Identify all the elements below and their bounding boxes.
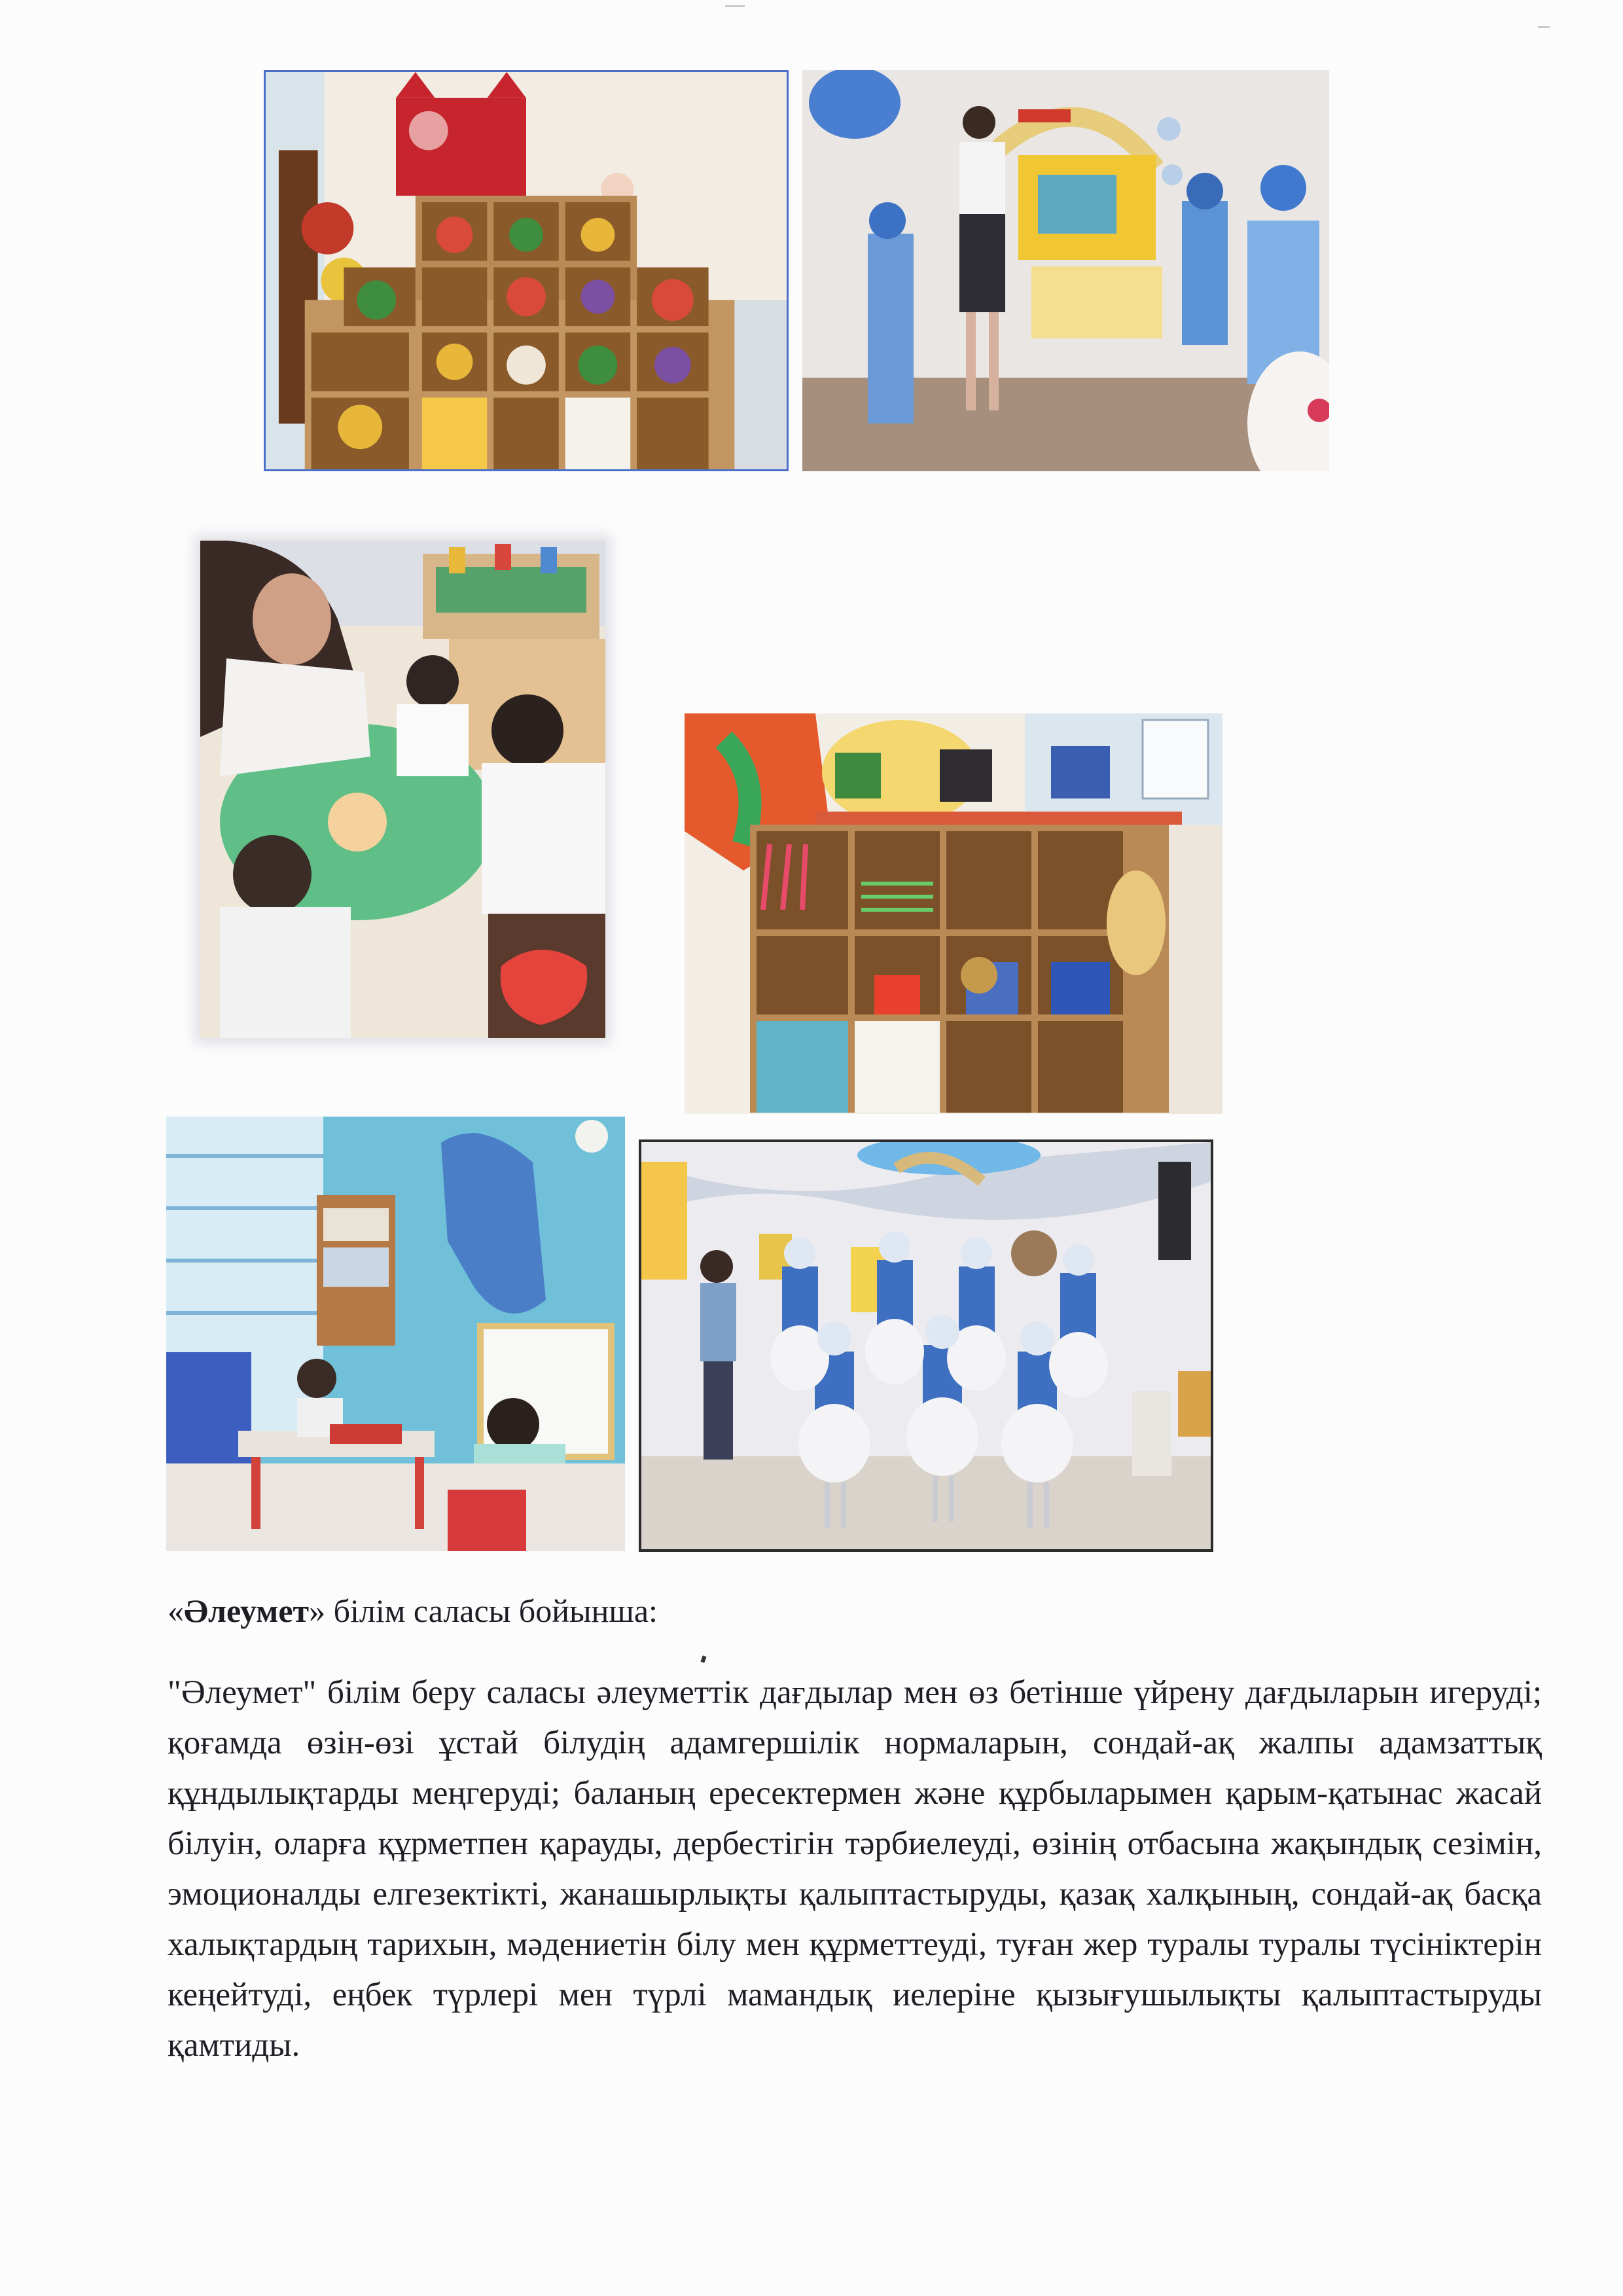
scan-speck bbox=[725, 5, 745, 7]
instrument-shelf-photo bbox=[685, 713, 1222, 1114]
teacher-with-children-photo bbox=[802, 70, 1329, 471]
children-at-table-photo bbox=[200, 541, 605, 1038]
drawing-corner-photo bbox=[166, 1117, 625, 1551]
heading-bold-term: Әлеумет bbox=[184, 1592, 310, 1629]
heading-close-quote: » bbox=[309, 1592, 326, 1629]
body-paragraph: "Әлеумет" білім беру саласы әлеуметтік дағдылар мен өз бетінше үйрену дағдыларын игеруді; қоғамда өзін-өзі ұстай білудің адамгершілік нормаларын, сондай-ақ жалпы адамзаттық құндылықтарды меңгеруді; баланың ересектермен және құрбыларымен қарым-қатынас жасай білуін, оларға құрметпен қарауды, дербестігін тәрбиелеуді, өзінің отбасына жақындық сезімін, эмоционалды елгезектікті, жанашырлықты қалыптастыруды, қазақ халқының, сондай-ақ басқа халықтардың тарихын, мәдениетін білу мен құрметтеуді, туған жер туралы туралы түсініктерін кеңейтуді, еңбек түрлері мен түрлі мамандық иелеріне қызығушылықты қалыптастыруды қамтиды. bbox=[168, 1674, 1542, 2064]
children-in-costumes-photo bbox=[639, 1139, 1213, 1552]
heading-rest: білім саласы бойынша: bbox=[325, 1592, 658, 1629]
heading-open-quote: « bbox=[168, 1592, 184, 1629]
scan-speck bbox=[1538, 26, 1550, 28]
scan-mark bbox=[700, 1655, 706, 1662]
toy-shelf-photo bbox=[264, 70, 789, 471]
section-heading bbox=[168, 1592, 658, 1630]
